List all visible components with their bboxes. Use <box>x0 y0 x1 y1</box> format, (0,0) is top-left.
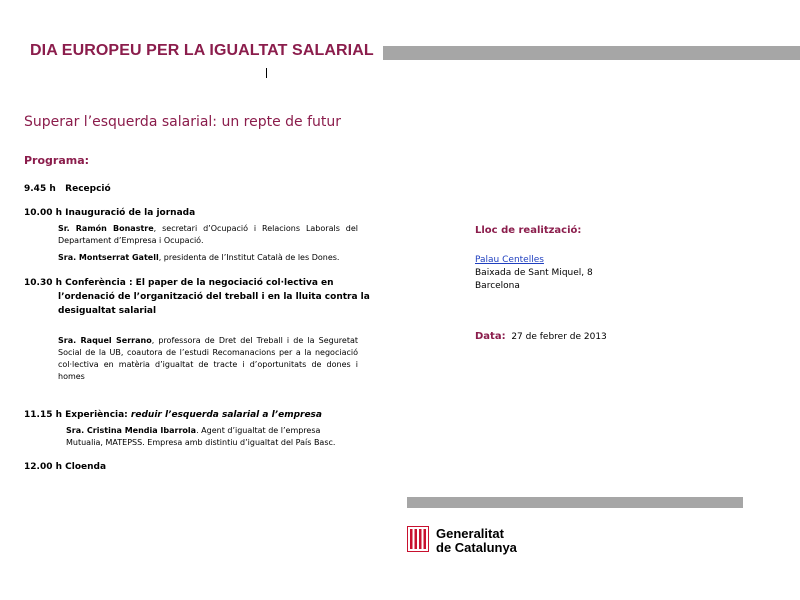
schedule-item-1030 <box>24 278 334 288</box>
speaker-name: Sra. Montserrat Gatell <box>58 253 159 262</box>
date-value: 27 de febrer de 2013 <box>511 332 607 342</box>
header-bar <box>383 46 800 60</box>
schedule-time: 10.00 h <box>24 208 63 218</box>
schedule-title-italic: reduir l’esquerda salarial a l’empresa <box>130 410 322 420</box>
schedule-time: 12.00 h <box>24 462 63 472</box>
schedule-item-0945 <box>24 184 111 194</box>
date-label: Data: <box>475 331 506 342</box>
schedule-title: Cloenda <box>65 462 107 472</box>
schedule-item-1000 <box>24 208 195 218</box>
speaker-name: Sra. Raquel Serrano <box>58 336 152 345</box>
schedule-item-1200 <box>24 462 106 472</box>
speaker-name: Sra. Cristina Mendia Ibarrola <box>66 426 197 435</box>
speaker-role: . Agent d’igualtat de l’empresa <box>196 426 321 435</box>
speaker-role: , secretari d’Ocupació i Relacions Laborals del Departament d’Empresa i Ocupació. <box>58 224 358 245</box>
schedule-title: Experiència: <box>65 410 131 420</box>
senyera-emblem-icon <box>407 526 429 552</box>
schedule-title-line2: l’ordenació de l’organització del treball i en la lluita contra la <box>58 292 370 302</box>
venue-address: Baixada de Sant Miquel, 8 <box>475 268 593 278</box>
programa-heading: Programa: <box>24 154 90 167</box>
schedule-title: Inauguració de la jornada <box>65 208 196 218</box>
speaker-role: , presidenta de l’Institut Català de les Dones. <box>158 253 340 262</box>
schedule-item-1115 <box>24 410 322 420</box>
schedule-time: 9.45 h <box>24 184 56 194</box>
page-subtitle: Superar l’esquerda salarial: un repte de futur <box>24 114 342 130</box>
speaker-serrano <box>58 335 358 383</box>
schedule-title: Recepció <box>65 184 111 194</box>
speaker-bonastre <box>58 223 358 247</box>
banner-title: DIA EUROPEU PER LA IGUALTAT SALARIAL <box>30 42 374 59</box>
logo-line1: Generalitat <box>436 526 504 541</box>
schedule-title-line3: desigualtat salarial <box>58 306 157 316</box>
venue-block <box>475 254 593 293</box>
venue-heading: Lloc de realització: <box>475 225 582 236</box>
logo-line2: de Catalunya <box>436 540 517 555</box>
date-row <box>475 331 607 342</box>
footer-bar <box>407 497 743 508</box>
schedule-time: 11.15 h <box>24 410 63 420</box>
text-cursor <box>266 68 267 78</box>
schedule-time: 10.30 h <box>24 278 63 288</box>
speaker-gatell <box>58 252 358 264</box>
venue-city: Barcelona <box>475 281 520 291</box>
speaker-name: Sr. Ramón Bonastre <box>58 224 154 233</box>
schedule-title: Conferència : El paper de la negociació col·lectiva en <box>65 278 334 288</box>
venue-link[interactable]: Palau Centelles <box>475 255 544 265</box>
speaker-role-line2: Mutualia, MATEPSS. Empresa amb distintiu d’igualtat del País Basc. <box>66 438 336 447</box>
speaker-role: , professora de Dret del Treball i de la Seguretat Social de la UB, coautora de l’estudi Recomanacions per a la negociació col·lectiva en matèria d’igualtat de tracte i d’oportunitats de dones i homes <box>58 336 358 381</box>
speaker-mendia <box>66 425 366 449</box>
generalitat-logo <box>407 526 607 556</box>
